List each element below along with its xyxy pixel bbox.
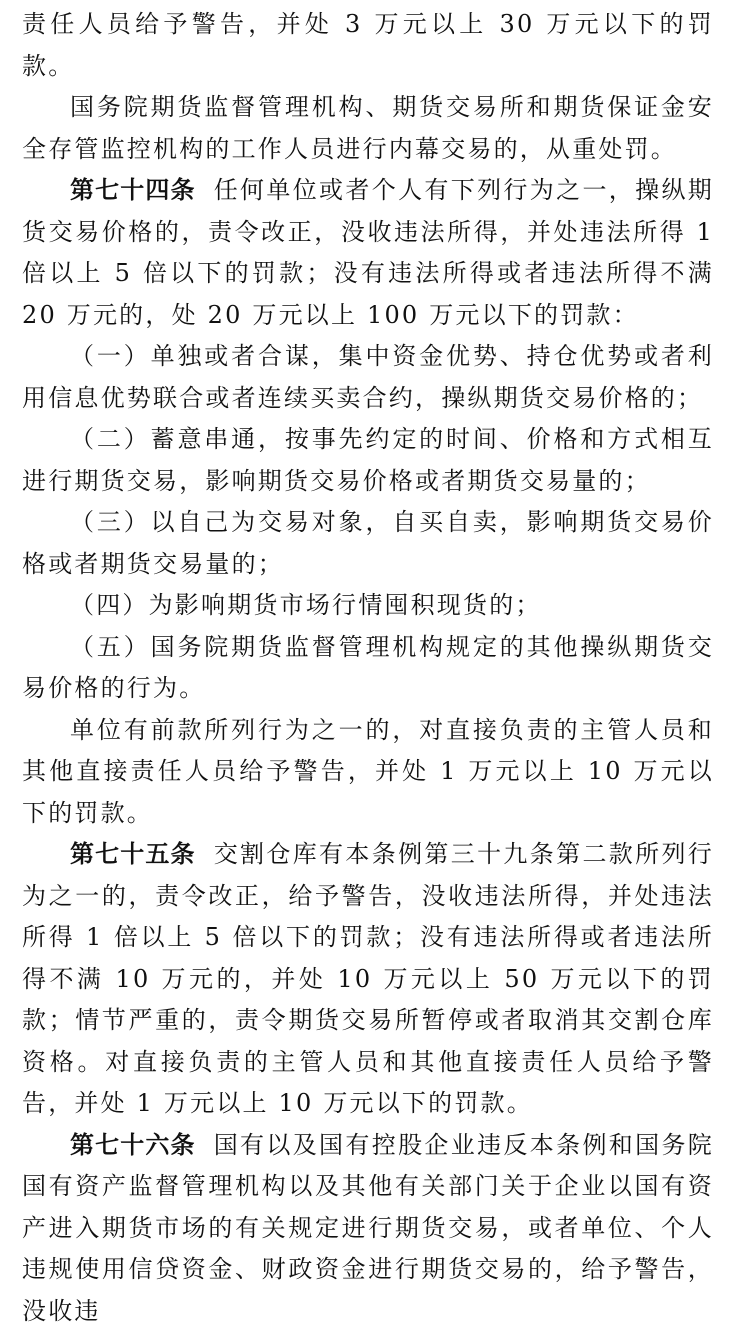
list-item-text: （一）单独或者合谋，集中资金优势、持仓优势或者利用信息优势联合或者连续买卖合约，操纵期货交易价格的； — [22, 342, 714, 412]
paragraph-continuation — [22, 4, 714, 87]
list-item-1 — [22, 336, 714, 419]
list-item-text: （五）国务院期货监督管理机构规定的其他操纵期货交易价格的行为。 — [22, 633, 714, 703]
paragraph-text: 任何单位或者个人有下列行为之一，操纵期货交易价格的，责令改正，没收违法所得，并处违法所得 1 倍以上 5 倍以下的罚款；没有违法所得或者违法所得不满 20 万元的，处 20 万元以上 100 万元以下的罚款： — [22, 176, 714, 329]
list-item-text: （二）蓄意串通，按事先约定的时间、价格和方式相互进行期货交易，影响期货交易价格或者期货交易量的； — [22, 425, 714, 495]
list-item-5 — [22, 627, 714, 710]
list-item-3 — [22, 502, 714, 585]
article-number: 第七十六条 — [70, 1131, 196, 1159]
document-page — [22, 4, 714, 1332]
list-item-2 — [22, 419, 714, 502]
paragraph-text: 国有以及国有控股企业违反本条例和国务院国有资产监督管理机构以及其他有关部门关于企业以国有资产进入期货市场的有关规定进行期货交易，或者单位、个人违规使用信贷资金、财政资金进行期货交易的，给予警告，没收违 — [22, 1131, 714, 1325]
article-number: 第七十五条 — [70, 840, 196, 868]
paragraph-text: 责任人员给予警告，并处 3 万元以上 30 万元以下的罚款。 — [22, 10, 714, 80]
paragraph-unit-penalty — [22, 710, 714, 835]
article-74 — [22, 170, 714, 336]
list-item-text: （三）以自己为交易对象，自买自卖，影响期货交易价格或者期货交易量的； — [22, 508, 714, 578]
paragraph-text: 交割仓库有本条例第三十九条第二款所列行为之一的，责令改正，给予警告，没收违法所得，并处违法所得 1 倍以上 5 倍以下的罚款；没有违法所得或者违法所得不满 10 万元的，并处 10 万元以上 50 万元以下的罚款；情节严重的，责令期货交易所暂停或者取消其交割仓库资格。对直接负责的主管人员和其他直接责任人员给予警告，并处 1 万元以上 10 万元以下的罚款。 — [22, 840, 714, 1117]
list-item-text: （四）为影响期货市场行情囤积现货的； — [70, 591, 542, 619]
article-75 — [22, 834, 714, 1125]
paragraph-insider-trading-penalty — [22, 87, 714, 170]
paragraph-text: 单位有前款所列行为之一的，对直接负责的主管人员和其他直接责任人员给予警告，并处 1 万元以上 10 万元以下的罚款。 — [22, 716, 714, 827]
paragraph-text: 国务院期货监督管理机构、期货交易所和期货保证金安全存管监控机构的工作人员进行内幕交易的，从重处罚。 — [22, 93, 714, 163]
article-76 — [22, 1125, 714, 1332]
list-item-4 — [22, 585, 714, 627]
article-number: 第七十四条 — [70, 176, 196, 204]
